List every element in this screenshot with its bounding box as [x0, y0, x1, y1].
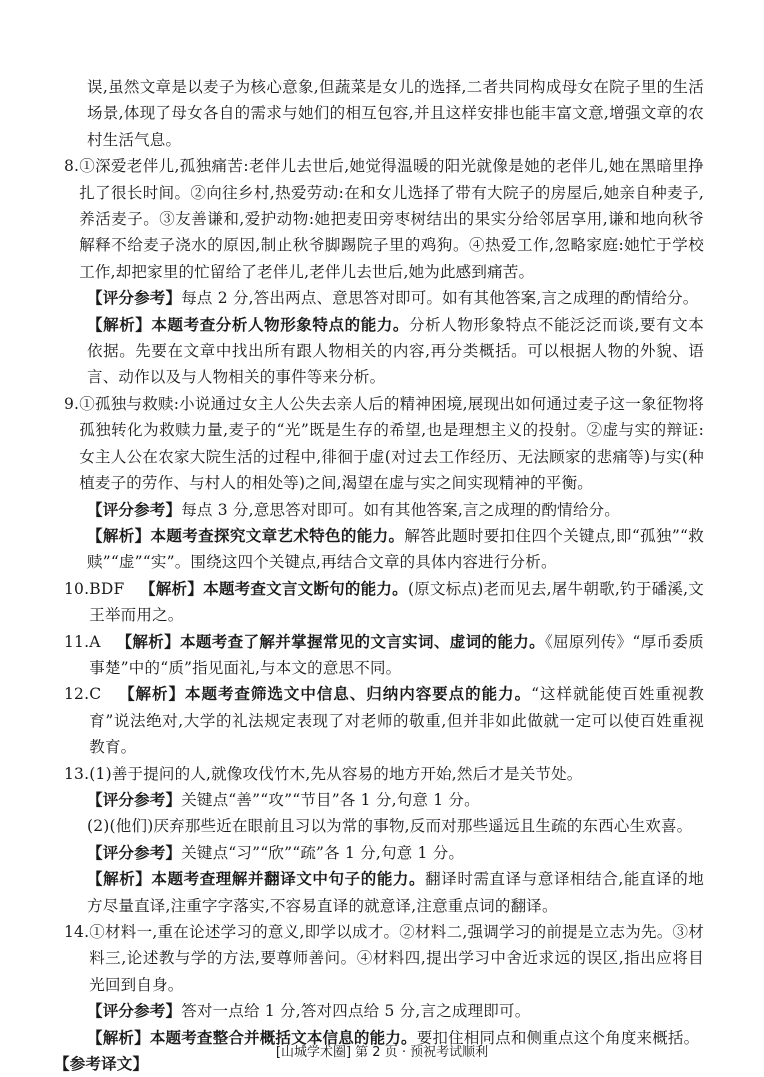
analysis-tag: 【解析】 — [87, 315, 152, 334]
question-14 — [64, 919, 704, 998]
question-number: 13. — [64, 764, 90, 783]
answer-text: ①深爱老伴儿,孤独痛苦:老伴儿去世后,她觉得温暖的阳光就像是她的老伴儿,她在黑暗里挣扎了很长时间。②向往乡村,热爱劳动:在和女儿选择了带有大院子的房屋后,她亲自种麦子,养活麦子。③友善谦和,爱护动物:她把麦田旁枣树结出的果实分给邻居享用,谦和地向秋爷解释不给麦子浇水的原因,制止秋爷脚踢院子里的鸡狗。④热爱工作,忽略家庭:她忙于学校工作,却把家里的忙留给了老伴儿,老伴儿去世后,她为此感到痛苦。 — [79, 157, 704, 281]
question-9 — [64, 391, 704, 497]
scoring-tag: 【评分参考】 — [87, 500, 182, 519]
translation-heading-text: 【参考译文】 — [54, 1055, 149, 1074]
analysis-tag: 【解析】 — [119, 685, 185, 704]
question-11 — [64, 629, 704, 682]
analysis-text: (原文标点)老而见去,屠牛朝歌,钓于磻溪,文王举而用之。 — [89, 579, 704, 625]
question-10 — [64, 576, 704, 629]
answer-content — [54, 74, 705, 1077]
scoring-reference — [87, 998, 704, 1024]
analysis-tag: 【解析】 — [140, 579, 204, 598]
scoring-tag: 【评分参考】 — [87, 843, 182, 862]
analysis — [87, 523, 704, 576]
analysis-tag: 【解析】 — [87, 1028, 150, 1047]
analysis-lead: 本题考查筛选文中信息、归纳内容要点的能力。 — [184, 685, 532, 704]
answer-line — [89, 629, 704, 682]
analysis-lead: 本题考查分析人物形象特点的能力。 — [151, 315, 410, 334]
q7-continuation: 误,虽然文章是以麦子为核心意象,但蔬菜是女儿的选择,二者共同构成母女在院子里的生活场景,体现了母女各自的需求与她们的相互包容,并且这样安排也能丰富文意,增强文章的农村生活气息。 — [87, 78, 704, 149]
page-footer: [山城学术圈] 第 2 页 · 预祝考试顺利 — [275, 1045, 489, 1060]
answer-text: (1)善于提问的人,就像攻伐竹木,先从容易的地方开始,然后才是关节处。 — [89, 764, 583, 783]
question-number: 10. — [64, 579, 90, 598]
analysis-tag: 【解析】 — [116, 632, 181, 651]
analysis-lead: 本题考查理解并翻译文中句子的能力。 — [151, 870, 426, 889]
analysis-text: 解答此题时要扣住四个关键点,即“孤独”“救赎”“虚”“实”。围绕这四个关键点,再结合文章的具体内容进行分析。 — [87, 526, 704, 572]
scoring-text: 每点 2 分,答出两点、意思答对即可。如有其他答案,言之成理的酌情给分。 — [181, 289, 699, 308]
answer-line — [89, 681, 704, 760]
question-number: 11. — [64, 632, 90, 651]
answer-text-part2: (2)(他们)厌弃那些近在眼前且习以为常的事物,反而对那些遥远且生疏的东西心生欢喜。 — [87, 817, 693, 836]
analysis-lead: 本题考查探究文章艺术特色的能力。 — [150, 526, 405, 545]
question-8 — [64, 153, 704, 285]
scoring-tag: 【评分参考】 — [87, 289, 182, 308]
analysis-lead: 本题考查整合并概括文本信息的能力。 — [149, 1028, 417, 1047]
analysis-lead: 本题考查了解并掌握常见的文言实词、虚词的能力。 — [180, 632, 545, 651]
scoring-text: 关键点“善”“攻”“节目”各 1 分,句意 1 分。 — [181, 790, 480, 809]
analysis-lead: 本题考查文言文断句的能力。 — [203, 579, 408, 598]
answer-line — [89, 576, 704, 629]
question-number: 8. — [64, 157, 80, 176]
answer-text: ①材料一,重在论述学习的意义,即学以成才。②材料二,强调学习的前提是立志为先。③材料三,论述教与学的方法,要尊师善问。④材料四,提出学习中舍近求远的误区,指出应将目光回到自身。 — [89, 923, 704, 994]
scoring-tag: 【评分参考】 — [87, 1002, 182, 1021]
question-13 — [64, 761, 704, 787]
answer-choice: A — [89, 632, 101, 651]
analysis-text: “这样就能使百姓重视教育”说法绝对,大学的礼法规定表现了对老师的敬重,但并非如此做就一定可以使百姓重视教育。 — [89, 685, 705, 757]
question-12 — [64, 681, 704, 760]
analysis-tag: 【解析】 — [87, 526, 151, 545]
answer-choice: BDF — [89, 579, 125, 598]
analysis-text: 分析人物形象特点不能泛泛而谈,要有文本依据。先要在文章中找出所有跟人物相关的内容,再分类概括。可以根据人物的外貌、语言、动作以及与人物相关的事件等来分析。 — [87, 315, 704, 387]
scoring-text: 关键点“习”“欣”“疏”各 1 分,句意 1 分。 — [181, 843, 465, 862]
scoring-tag: 【评分参考】 — [87, 790, 182, 809]
answer-choice: C — [89, 685, 102, 704]
scoring-reference — [87, 285, 704, 311]
question-number: 12. — [64, 685, 90, 704]
scoring-text: 答对一点给 1 分,答对四点给 5 分,言之成理即可。 — [181, 1002, 531, 1021]
question-number: 14. — [64, 923, 90, 941]
scoring-reference — [87, 787, 704, 813]
scoring-reference — [87, 497, 704, 523]
analysis-text: 要扣住相同点和侧重点这个角度来概括。 — [416, 1028, 700, 1047]
analysis-text: 翻译时需直译与意译相结合,能直译的地方尽量直译,注重字字落实,不容易直译的就意译,注意重点词的翻译。 — [87, 870, 704, 915]
analysis-tag: 【解析】 — [87, 870, 152, 889]
scoring-reference — [87, 840, 704, 866]
analysis — [87, 866, 704, 919]
scoring-text: 每点 3 分,意思答对即可。如有其他答案,言之成理的酌情给分。 — [181, 500, 620, 519]
analysis — [87, 312, 704, 391]
answer-text: ①孤独与救赎:小说通过女主人公失去亲人后的精神困境,展现出如何通过麦子这一象征物将孤独转化为救赎力量,麦子的“光”既是生存的希望,也是理想主义的投射。②虚与实的辩证:女主人公在农家大院生活的过程中,徘徊于虚(对过去工作经历、无法顾家的悲痛等)与实(种植麦子的劳作、与村人的相处等)之间,渴望在虚与实之间实现精神的平衡。 — [79, 394, 704, 493]
analysis-text: 《屈原列传》“厚币委质事楚”中的“质”指见面礼,与本文的意思不同。 — [89, 632, 704, 677]
question-number: 9. — [64, 394, 80, 413]
